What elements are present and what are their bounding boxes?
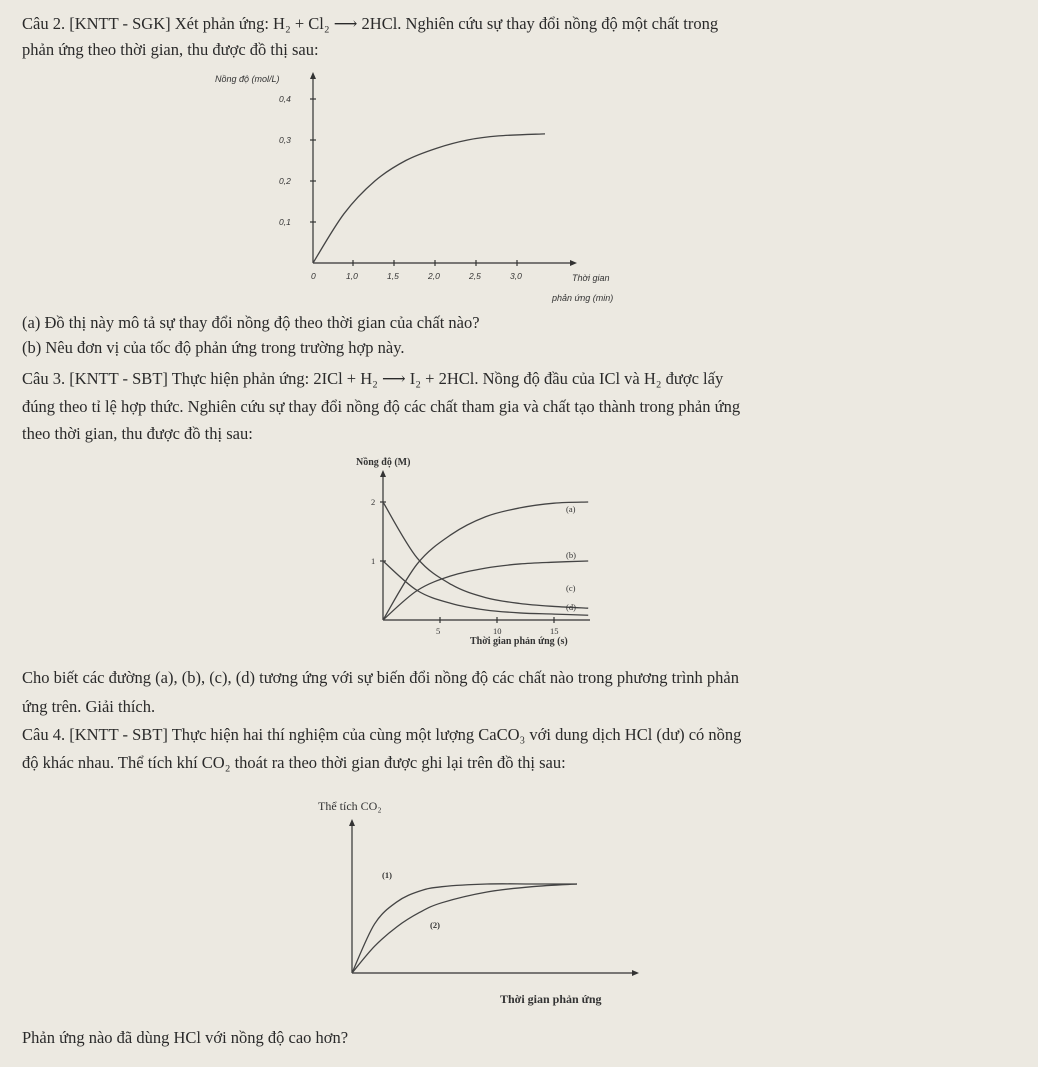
- chart1-x-arrow: [570, 260, 577, 266]
- chart1-x-label-1: Thời gian: [572, 273, 610, 283]
- chart1-y-label: Nồng độ (mol/L): [215, 74, 280, 84]
- chart-q4: [0, 780, 1038, 1020]
- q3-after1: Cho biết các đường (a), (b), (c), (d) tương ứng với sự biến đổi nồng độ các chất nào trong phương trình phản: [22, 668, 739, 687]
- chart2-y-tick-label: 1: [371, 556, 376, 566]
- chart2-x-tick-label: 10: [493, 626, 502, 636]
- chart3-series-label: (1): [382, 870, 392, 880]
- q4-question: Phản ứng nào đã dùng HCl với nồng độ cao hơn?: [22, 1028, 349, 1047]
- chart1-y-arrow: [310, 72, 316, 79]
- chart1-series-line: [313, 134, 545, 263]
- chart-q3-svg: [0, 440, 1038, 655]
- chart2-y-arrow: [380, 470, 386, 477]
- chart2-series-line: [383, 561, 588, 620]
- chart1-x-label-2: phản ứng (min): [552, 293, 614, 303]
- chart1-x-tick-label: 2,5: [469, 271, 481, 281]
- chart1-x-tick-label: 2,0: [428, 271, 440, 281]
- chart2-series-label: (c): [566, 583, 576, 593]
- chart1-x-tick-label: 1,0: [346, 271, 358, 281]
- q3-line2: đúng theo tỉ lệ hợp thức. Nghiên cứu sự thay đổi nồng độ các chất tham gia và chất tạo thành trong phản ứng: [22, 397, 741, 416]
- chart1-y-tick-label: 0,4: [279, 94, 291, 104]
- q2-line2: phản ứng theo thời gian, thu được đồ thị sau:: [22, 40, 319, 59]
- chart1-x-tick-label: 3,0: [510, 271, 522, 281]
- q4-line1: Câu 4. [KNTT - SBT] Thực hiện hai thí nghiệm của cùng một lượng CaCO₃ với dung dịch HCl (dư) có nồng: [22, 725, 742, 744]
- chart1-y-tick-label: 0,3: [279, 135, 291, 145]
- chart2-series-label: (b): [566, 550, 576, 560]
- chart3-y-arrow: [349, 819, 355, 826]
- chart2-x-tick-label: 5: [436, 626, 441, 636]
- chart1-y-tick-label: 0,2: [279, 176, 291, 186]
- chart3-x-arrow: [632, 970, 639, 976]
- chart-q2: [0, 0, 1038, 320]
- chart3-x-label: Thời gian phản ứng: [500, 992, 602, 1006]
- chart2-series-label: (a): [566, 504, 576, 514]
- chart2-y-label: Nồng độ (M): [356, 457, 411, 468]
- chart3-series-label: (2): [430, 920, 440, 930]
- q2-line1: Câu 2. [KNTT - SGK] Xét phản ứng: H₂ + Cl₂ ⟶ 2HCl. Nghiên cứu sự thay đổi nồng độ một chất trong: [22, 14, 719, 33]
- q4-line2: độ khác nhau. Thể tích khí CO₂ thoát ra theo thời gian được ghi lại trên đồ thị sau:: [22, 753, 566, 772]
- chart2-y-tick-label: 2: [371, 497, 376, 507]
- q3-line1: Câu 3. [KNTT - SBT] Thực hiện phản ứng: 2ICl + H₂ ⟶ I₂ + 2HCl. Nồng độ đầu của ICl và H₂ được lấy: [22, 369, 724, 388]
- chart-q3: [0, 440, 1038, 655]
- chart3-y-label: Thể tích CO₂: [318, 799, 382, 813]
- chart-q4-svg: [0, 780, 1038, 1020]
- chart-q2-svg: [0, 0, 1038, 320]
- q2-part-b: (b) Nêu đơn vị của tốc độ phản ứng trong trường hợp này.: [22, 338, 405, 357]
- chart1-x-tick-label: 1,5: [387, 271, 399, 281]
- q3-after2: ứng trên. Giải thích.: [22, 697, 156, 716]
- q3-line3: theo thời gian, thu được đồ thị sau:: [22, 424, 253, 443]
- chart3-series-line: [352, 884, 577, 973]
- chart1-y-tick-label: 0,1: [279, 217, 291, 227]
- chart2-series-line: [383, 502, 588, 620]
- chart2-series-label: (d): [566, 602, 576, 612]
- chart2-x-tick-label: 15: [550, 626, 559, 636]
- chart2-x-label: Thời gian phản ứng (s): [470, 636, 568, 647]
- chart1-x-tick-label: 0: [311, 271, 316, 281]
- q2-part-a: (a) Đồ thị này mô tả sự thay đổi nồng độ theo thời gian của chất nào?: [22, 313, 480, 332]
